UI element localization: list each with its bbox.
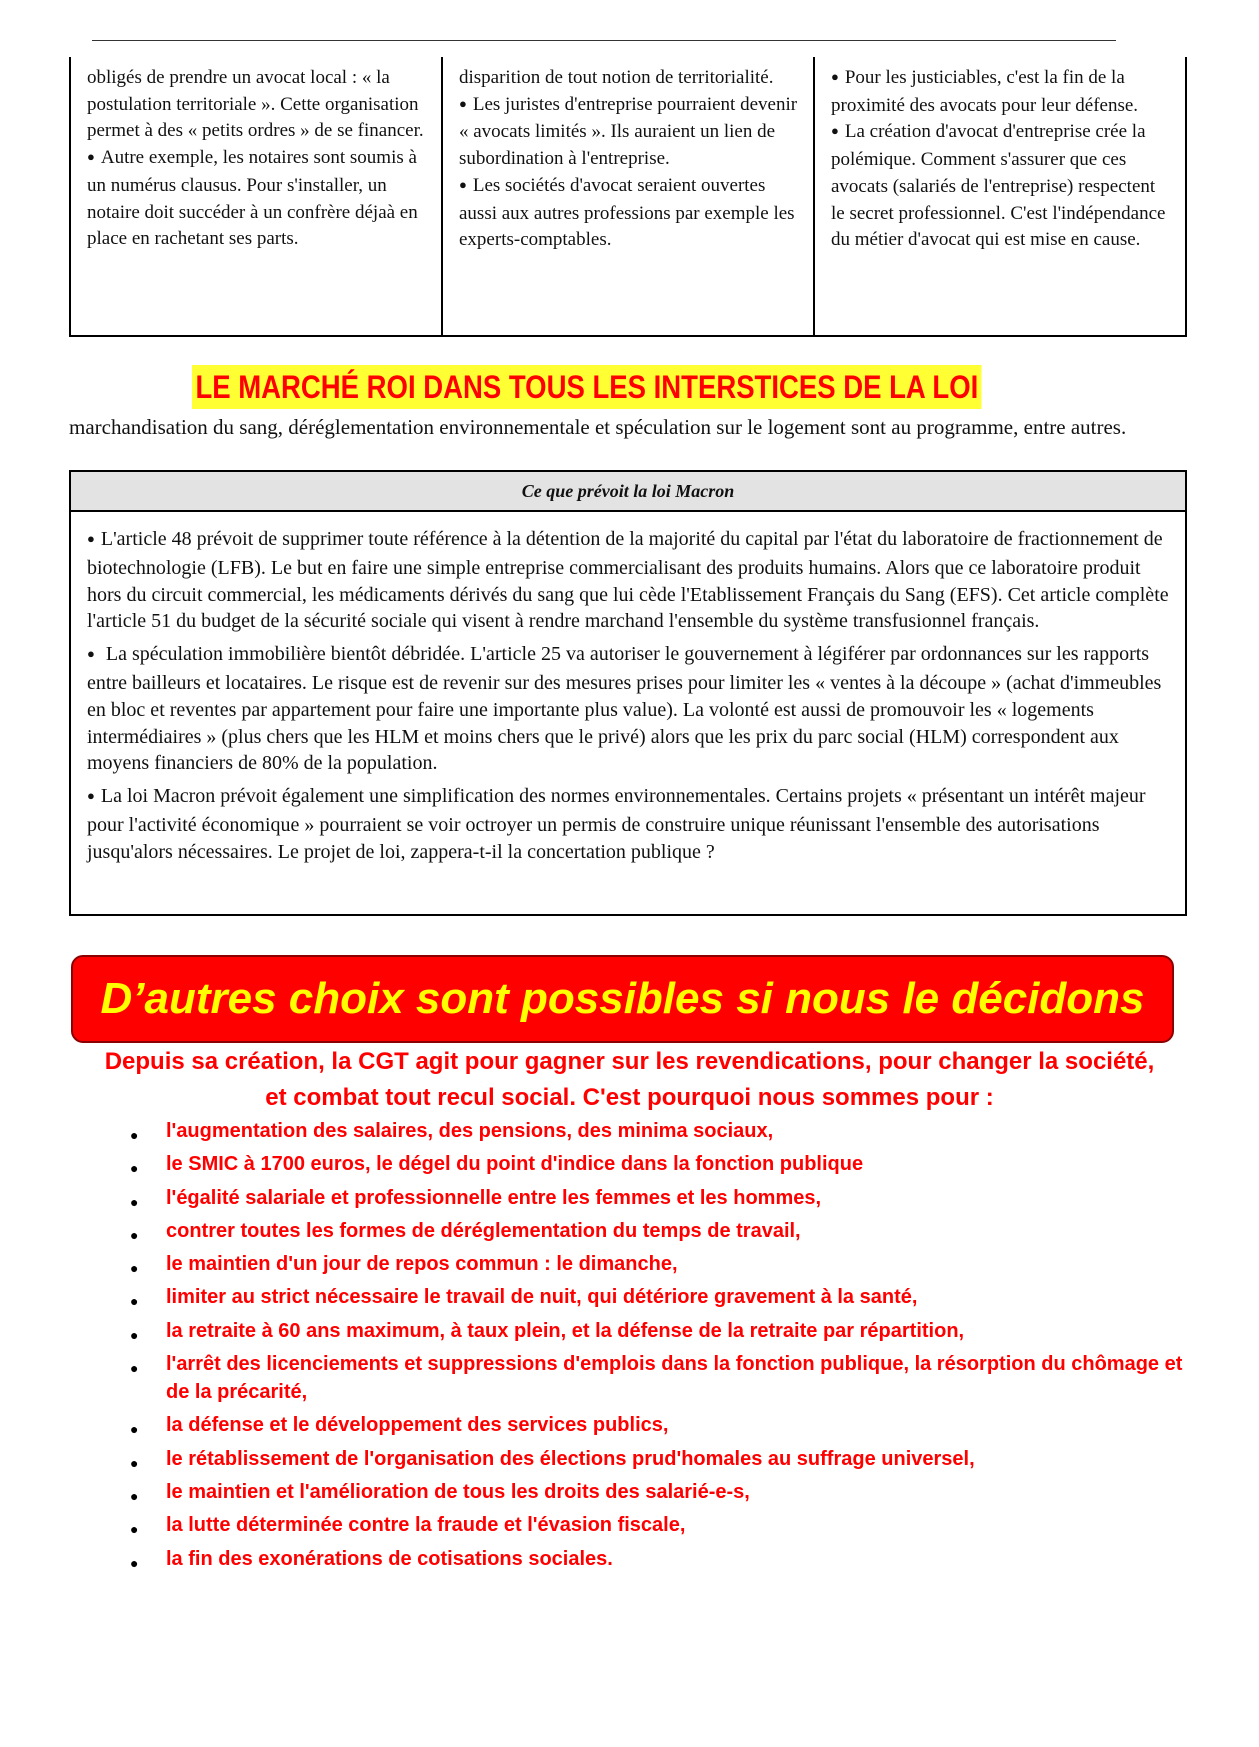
bullet-icon: ●: [130, 1326, 139, 1343]
macron-paragraph: ● La spéculation immobilière bientôt débridée. L'article 25 va autoriser le gouvernement à légiférer par ordonnances sur les rapports entre bailleurs et locataires. Le risque est de revenir sur des mesures prises pour limiter les « ventes à la découpe » (achat d'immeubles en bloc et reventes par appartement pour faire une importante plus value). La volonté est aussi de promouvoir les « logements intermédiaires » (plus chers que les HLM et moins chers que le privé) alors que les prix du parc social (HLM) correspondent aux moyens financiers de 80% de la population.: [87, 641, 1171, 777]
bullet-icon: ●: [130, 1521, 139, 1538]
demand-item: [126, 1117, 1186, 1145]
demand-text: l'arrêt des licenciements et suppressions d'emplois dans la fonction publique, la résorption du chômage et de la précarité,: [166, 1353, 1183, 1404]
top-rule: [92, 40, 1116, 41]
demand-item: [126, 1150, 1186, 1178]
column-3-bullet-paragraph: ● La création d'avocat d'entreprise crée la polémique. Comment s'assurer que ces avocats (salariés de l'entreprise) respectent le secret professionnel. C'est l'indépendance du métier d'avocat qui est mise en cause.: [831, 119, 1171, 254]
column-2-bullet-paragraph: ● Les juristes d'entreprise pourraient devenir « avocats limités ». Ils auraient un lien de subordination à l'entreprise.: [459, 92, 799, 173]
column-3: [813, 57, 1185, 335]
marche-intro-text: marchandisation du sang, déréglementation environnementale et spéculation sur le logement sont au programme, entre autres.: [69, 415, 1127, 439]
loi-macron-box-body: [71, 512, 1185, 866]
autres-choix-banner: D’autres choix sont possibles si nous le décidons: [71, 955, 1174, 1043]
cgt-intro-line-1: Depuis sa création, la CGT agit pour gagner sur les revendications, pour changer la société,: [104, 1048, 1155, 1075]
demand-item: [126, 1317, 1186, 1345]
demand-text: le maintien et l'amélioration de tous les droits des salarié-e-s,: [166, 1480, 750, 1503]
demand-text: limiter au strict nécessaire le travail de nuit, qui détériore gravement à la santé,: [166, 1286, 918, 1309]
section-title-marche-roi: LE MARCHÉ ROI DANS TOUS LES INTERSTICES DE LA LOI: [192, 365, 982, 409]
demand-text: contrer toutes les formes de déréglementation du temps de travail,: [166, 1219, 801, 1242]
demand-text: la retraite à 60 ans maximum, à taux plein, et la défense de la retraite par répartition,: [166, 1319, 965, 1342]
cgt-intro-line-2: et combat tout recul social. C'est pourquoi nous sommes pour :: [265, 1084, 994, 1111]
bullet-icon: ●: [130, 1226, 139, 1243]
demand-text: l'égalité salariale et professionnelle entre les femmes et les hommes,: [166, 1186, 822, 1209]
demand-item: [126, 1545, 1186, 1573]
bullet-icon: ●: [130, 1454, 139, 1471]
demand-text: l'augmentation des salaires, des pensions, des minima sociaux,: [166, 1120, 774, 1142]
demand-item: [126, 1283, 1186, 1311]
demand-text: le maintien d'un jour de repos commun : le dimanche,: [166, 1253, 678, 1276]
column-2: [441, 57, 813, 335]
cgt-intro-text: [60, 1044, 1199, 1116]
column-2-paragraph: disparition de tout notion de territorialité.: [459, 67, 774, 88]
column-1: [71, 57, 441, 335]
bullet-icon: ●: [130, 1293, 139, 1310]
bullet-icon: ●: [130, 1360, 139, 1377]
column-3-bullet-paragraph: ● Pour les justiciables, c'est la fin de la proximité des avocats pour leur défense.: [831, 65, 1171, 119]
demand-item: [126, 1511, 1186, 1539]
demand-text: le rétablissement de l'organisation des élections prud'homales au suffrage universel,: [166, 1447, 975, 1470]
macron-paragraph: ● L'article 48 prévoit de supprimer toute référence à la détention de la majorité du capital par l'état du laboratoire de fractionnement de biotechnologie (LFB). Le but en faire une simple entreprise commercialisant des produits humains. Alors que ce laboratoire produit hors du circuit commercial, les médicaments dérivés du sang que lui cède l'Etablissement Français du Sang (EFS). Cet article complète l'article 51 du budget de la sécurité sociale qui visent à rendre marchand l'ensemble du système transfusionnel français.: [87, 526, 1171, 635]
three-column-table: [69, 57, 1187, 337]
demand-item: [126, 1411, 1186, 1439]
macron-paragraph: ● La loi Macron prévoit également une simplification des normes environnementales. Certains projets « présentant un intérêt majeur pour l'activité économique » pourraient se voir octroyer un permis de construire unique réunissant l'ensemble des autorisations jusqu'alors nécessaires. Le projet de loi, zappera-t-il la concertation publique ?: [87, 783, 1171, 865]
demand-text: la défense et le développement des services publics,: [166, 1414, 669, 1437]
demand-item: [126, 1350, 1186, 1406]
bullet-icon: ●: [130, 1127, 139, 1143]
bullet-icon: ●: [130, 1421, 139, 1438]
loi-macron-box: [69, 470, 1187, 916]
bullet-icon: ●: [130, 1260, 139, 1277]
bullet-icon: ●: [130, 1554, 139, 1571]
column-1-bullet-paragraph: ● Autre exemple, les notaires sont soumis à un numérus clausus. Pour s'installer, un notaire doit succéder à un confrère déjaà en place en rachetant ses parts.: [87, 145, 427, 253]
loi-macron-box-heading: Ce que prévoit la loi Macron: [71, 472, 1185, 512]
demand-item: [126, 1184, 1186, 1212]
column-2-bullet-paragraph: ● Les sociétés d'avocat seraient ouvertes aussi aux autres professions par exemple les experts-comptables.: [459, 173, 799, 254]
column-1-paragraph: obligés de prendre un avocat local : « la postulation territoriale ». Cette organisation permet à des « petits ordres » de se financer.: [87, 67, 424, 142]
demand-text: la fin des exonérations de cotisations sociales.: [166, 1547, 613, 1570]
bullet-icon: ●: [130, 1487, 139, 1504]
demand-item: [126, 1478, 1186, 1506]
bullet-icon: ●: [130, 1193, 139, 1210]
demand-text: la lutte déterminée contre la fraude et l'évasion fiscale,: [166, 1514, 686, 1537]
demand-item: [126, 1445, 1186, 1473]
demand-item: [126, 1250, 1186, 1278]
demands-list: [126, 1117, 1186, 1578]
bullet-icon: ●: [130, 1160, 139, 1177]
demand-text: le SMIC à 1700 euros, le dégel du point d'indice dans la fonction publique: [166, 1153, 864, 1176]
demand-item: [126, 1217, 1186, 1245]
